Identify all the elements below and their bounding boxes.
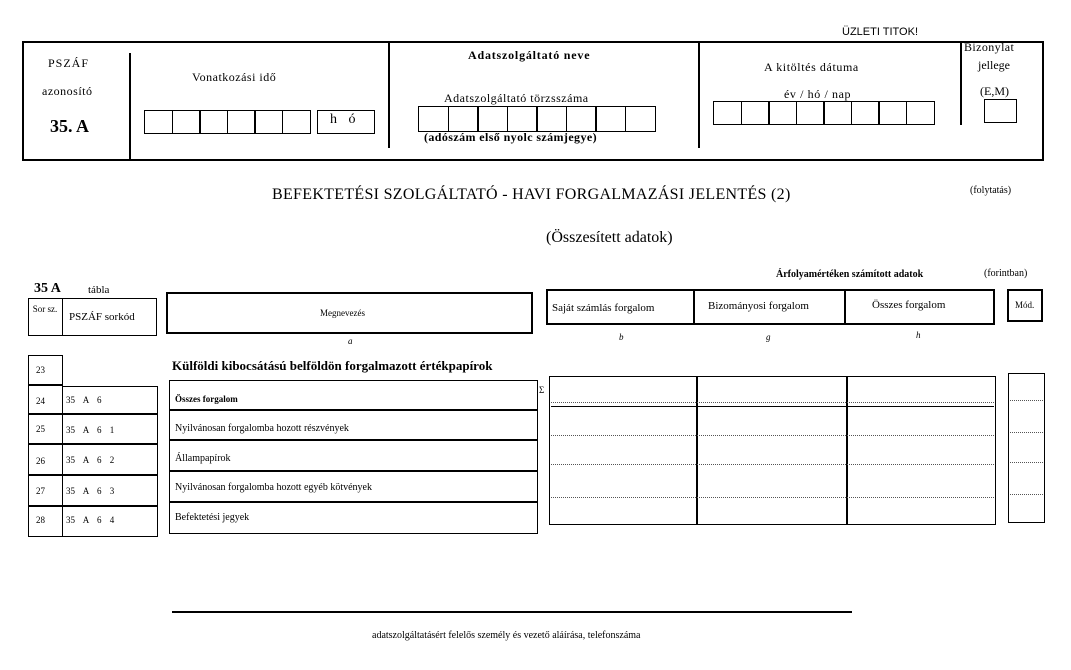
value-row-line xyxy=(551,497,994,498)
row-separator xyxy=(28,384,63,386)
row-name: Nyilvánosan forgalomba hozott egyéb kötvények xyxy=(175,482,372,493)
period-box[interactable] xyxy=(227,110,256,134)
row-number-column xyxy=(28,355,63,537)
period-box[interactable] xyxy=(254,110,283,134)
period-boxes xyxy=(144,110,309,134)
date-box[interactable] xyxy=(906,101,935,125)
date-box[interactable] xyxy=(713,101,742,125)
row-code: 35 A 6 xyxy=(66,395,102,405)
row-separator xyxy=(169,470,538,472)
row-number: 27 xyxy=(36,486,45,496)
row-code: 35 A 6 4 xyxy=(66,515,115,525)
date-box[interactable] xyxy=(768,101,797,125)
header-divider xyxy=(844,291,846,323)
date-box[interactable] xyxy=(741,101,770,125)
reg-box[interactable] xyxy=(507,106,538,132)
fill-date-boxes xyxy=(713,101,933,125)
header-osszes-label: Összes forgalom xyxy=(872,299,946,311)
mod-row-line xyxy=(1010,432,1043,433)
provider-reg-label: Adatszolgáltató törzsszáma xyxy=(444,91,589,105)
doc-type-box[interactable] xyxy=(984,99,1017,123)
mod-column xyxy=(1008,373,1045,523)
row-separator xyxy=(169,409,538,411)
value-grid xyxy=(549,376,996,525)
continuation-note: (folytatás) xyxy=(970,185,1012,196)
currency-note: (forintban) xyxy=(984,268,1028,279)
row-code: 35 A 6 3 xyxy=(66,486,115,496)
mod-row-line xyxy=(1010,400,1043,401)
header-divider xyxy=(698,43,700,148)
pszaf-code: 35. A xyxy=(50,116,90,136)
row-number: 26 xyxy=(36,456,45,466)
value-col-divider xyxy=(696,377,698,524)
reg-box[interactable] xyxy=(566,106,597,132)
date-box[interactable] xyxy=(823,101,852,125)
header-divider xyxy=(388,43,390,148)
confidential-mark: ÜZLETI TITOK! xyxy=(842,26,918,38)
doc-type-options: (E,M) xyxy=(980,84,1009,98)
period-box[interactable] xyxy=(199,110,228,134)
pszaf-label-2: azonosító xyxy=(42,84,93,98)
row-number: 28 xyxy=(36,515,45,525)
row-code: 35 A 6 2 xyxy=(66,455,115,465)
signature-caption: adatszolgáltatásért felelős személy és vezető aláírása, telefonszáma xyxy=(372,630,641,641)
row-code: 35 A 6 1 xyxy=(66,425,115,435)
header-divider xyxy=(960,43,962,125)
reg-box[interactable] xyxy=(595,106,626,132)
row-separator xyxy=(169,501,538,503)
header-divider xyxy=(693,291,695,323)
provider-reg-boxes xyxy=(418,106,654,132)
header-sorkod xyxy=(62,298,157,336)
col-letter-h: h xyxy=(916,330,921,340)
mod-row-line xyxy=(1010,494,1043,495)
table-label-word: tábla xyxy=(88,284,110,296)
row-name: Összes forgalom xyxy=(175,394,238,404)
header-sor xyxy=(28,298,63,336)
row-separator xyxy=(28,413,158,415)
header-sorkod-label: PSZÁF sorkód xyxy=(69,311,135,323)
col-letter-b: b xyxy=(619,332,624,342)
header-bizomanyosi-label: Bizományosi forgalom xyxy=(708,300,809,312)
value-row-line xyxy=(551,406,994,407)
row-separator xyxy=(28,505,158,507)
header-megnevezes xyxy=(166,292,533,334)
header-sor-label: Sor sz. xyxy=(32,304,58,314)
row-name: Befektetési jegyek xyxy=(175,512,250,523)
row-separator xyxy=(28,474,158,476)
date-box[interactable] xyxy=(796,101,825,125)
period-month-label: h ó xyxy=(330,112,360,127)
signature-line xyxy=(172,611,852,613)
row-number: 25 xyxy=(36,424,45,434)
header-mod-label: Mód. xyxy=(1015,300,1035,310)
row-separator xyxy=(169,439,538,441)
reg-box[interactable] xyxy=(448,106,479,132)
col-letter-a: a xyxy=(348,336,353,346)
date-box[interactable] xyxy=(851,101,880,125)
row-separator xyxy=(28,443,158,445)
fill-date-format: év / hó / nap xyxy=(784,87,852,101)
doc-type-label-2: jellege xyxy=(978,58,1010,72)
period-box[interactable] xyxy=(172,110,201,134)
header-divider xyxy=(129,53,131,161)
mod-row-line xyxy=(1010,462,1043,463)
reg-box[interactable] xyxy=(625,106,656,132)
reg-box[interactable] xyxy=(418,106,449,132)
doc-type-label: Bizonylat xyxy=(964,40,1015,54)
provider-reg-note: (adószám első nyolc számjegye) xyxy=(424,130,597,144)
table-label-code: 35 A xyxy=(34,281,61,296)
value-col-divider xyxy=(846,377,848,524)
section-title: Külföldi kibocsátású belföldön forgalmazott értékpapírok xyxy=(172,358,493,373)
provider-name-label: Adatszolgáltató neve xyxy=(468,48,591,62)
period-box[interactable] xyxy=(144,110,173,134)
col-letter-g: g xyxy=(766,332,771,342)
period-label: Vonatkozási idő xyxy=(192,70,277,84)
fill-date-label: A kitöltés dátuma xyxy=(764,60,859,74)
header-mod xyxy=(1007,289,1043,322)
row-number: 23 xyxy=(36,365,45,375)
reg-box[interactable] xyxy=(477,106,508,132)
row-name: Nyilvánosan forgalomba hozott részvények xyxy=(175,423,349,434)
report-subtitle: (Összesített adatok) xyxy=(546,229,673,246)
date-box[interactable] xyxy=(878,101,907,125)
sigma-mark: Σ xyxy=(539,385,545,395)
value-row-line xyxy=(551,435,994,436)
report-title: BEFEKTETÉSI SZOLGÁLTATÓ - HAVI FORGALMAZÁSI JELENTÉS (2) xyxy=(272,186,791,203)
period-box[interactable] xyxy=(282,110,311,134)
value-row-line xyxy=(551,402,994,403)
row-number: 24 xyxy=(36,396,45,406)
header-sajat-label: Saját számlás forgalom xyxy=(552,302,655,314)
pszaf-label: PSZÁF xyxy=(48,56,90,70)
row-name: Állampapírok xyxy=(175,453,231,464)
exchange-note: Árfolyamértéken számított adatok xyxy=(776,269,924,280)
value-row-line xyxy=(551,464,994,465)
header-megnevezes-label: Megnevezés xyxy=(320,308,365,318)
reg-box[interactable] xyxy=(536,106,567,132)
